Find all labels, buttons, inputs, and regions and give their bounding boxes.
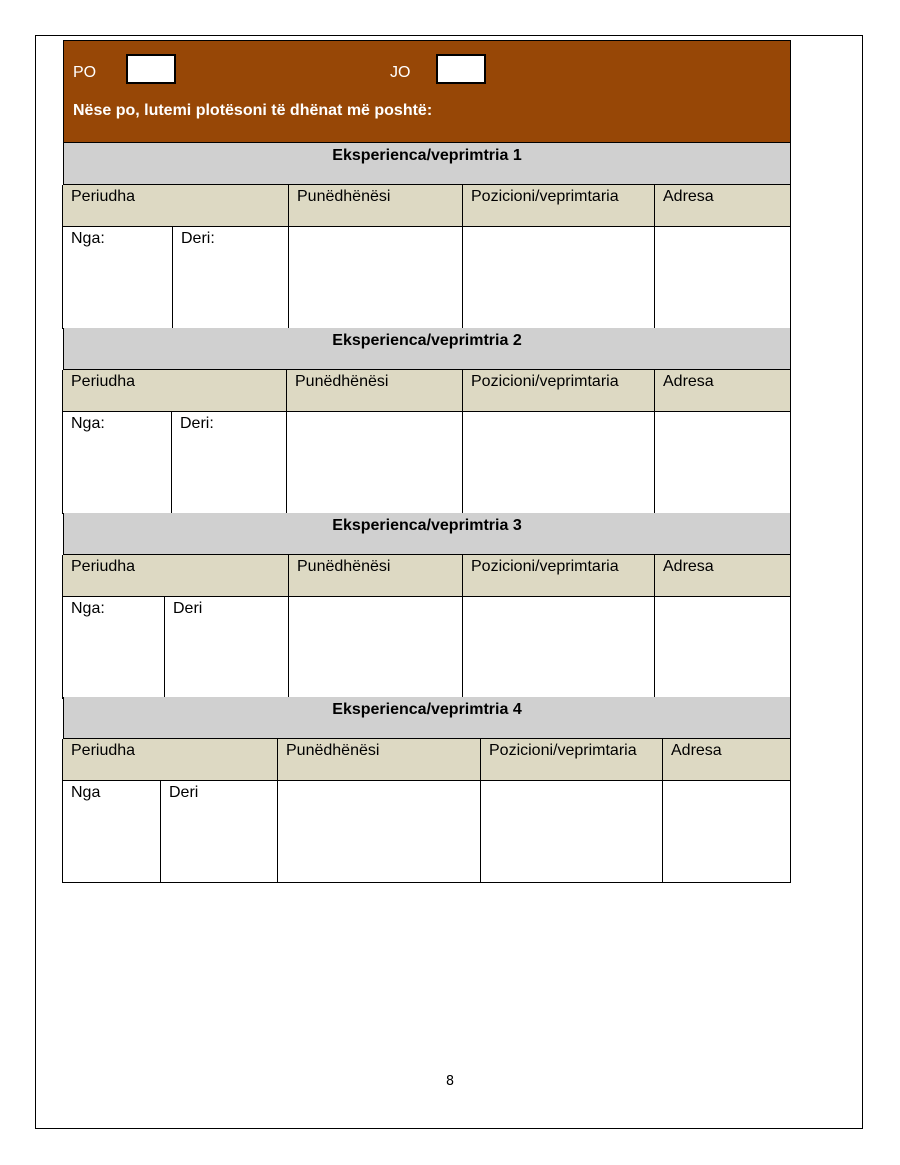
address-header: Adresa <box>654 555 791 597</box>
po-label: PO <box>73 64 97 81</box>
entry-row <box>63 597 791 699</box>
to-field[interactable]: Deri: <box>172 227 289 329</box>
entry-row <box>63 781 791 883</box>
period-header: Periudha <box>62 370 287 412</box>
address-header: Adresa <box>654 370 791 412</box>
position-header: Pozicioni/veprimtaria <box>462 185 655 227</box>
employer-field[interactable] <box>288 227 463 329</box>
address-header: Adresa <box>654 185 791 227</box>
instruction-note: Nëse po, lutemi plotësoni të dhënat më poshtë: <box>73 102 433 119</box>
employer-header: Punëdhënësi <box>286 370 463 412</box>
employer-field[interactable] <box>286 412 463 514</box>
entry-row <box>63 412 791 514</box>
position-field[interactable] <box>462 412 655 514</box>
address-field[interactable] <box>662 781 791 883</box>
from-field[interactable]: Nga: <box>62 412 172 514</box>
employer-field[interactable] <box>277 781 481 883</box>
position-field[interactable] <box>462 227 655 329</box>
jo-label: JO <box>390 64 411 81</box>
po-checkbox[interactable] <box>126 54 176 84</box>
section-title: Eksperienca/veprimtria 1 <box>63 143 791 185</box>
address-field[interactable] <box>654 227 791 329</box>
header-row <box>63 739 791 781</box>
entry-row <box>63 227 791 329</box>
from-field[interactable]: Nga: <box>62 597 165 699</box>
address-field[interactable] <box>654 597 791 699</box>
header-row <box>63 555 791 597</box>
position-header: Pozicioni/veprimtaria <box>462 555 655 597</box>
period-header: Periudha <box>62 185 289 227</box>
position-field[interactable] <box>462 597 655 699</box>
page-number: 8 <box>445 1074 455 1089</box>
position-field[interactable] <box>480 781 663 883</box>
from-field[interactable]: Nga <box>62 781 161 883</box>
header-row <box>63 185 791 227</box>
position-header: Pozicioni/veprimtaria <box>480 739 663 781</box>
to-field[interactable]: Deri <box>160 781 278 883</box>
employer-header: Punëdhënësi <box>288 185 463 227</box>
address-field[interactable] <box>654 412 791 514</box>
section-title: Eksperienca/veprimtria 2 <box>63 328 791 370</box>
address-header: Adresa <box>662 739 791 781</box>
section-title: Eksperienca/veprimtria 4 <box>63 697 791 739</box>
employer-header: Punëdhënësi <box>277 739 481 781</box>
yes-no-header <box>63 40 791 143</box>
period-header: Periudha <box>62 555 289 597</box>
section-title: Eksperienca/veprimtria 3 <box>63 513 791 555</box>
from-field[interactable]: Nga: <box>62 227 173 329</box>
jo-checkbox[interactable] <box>436 54 486 84</box>
period-header: Periudha <box>62 739 278 781</box>
employer-header: Punëdhënësi <box>288 555 463 597</box>
to-field[interactable]: Deri <box>164 597 289 699</box>
header-row <box>63 370 791 412</box>
employer-field[interactable] <box>288 597 463 699</box>
position-header: Pozicioni/veprimtaria <box>462 370 655 412</box>
to-field[interactable]: Deri: <box>171 412 287 514</box>
